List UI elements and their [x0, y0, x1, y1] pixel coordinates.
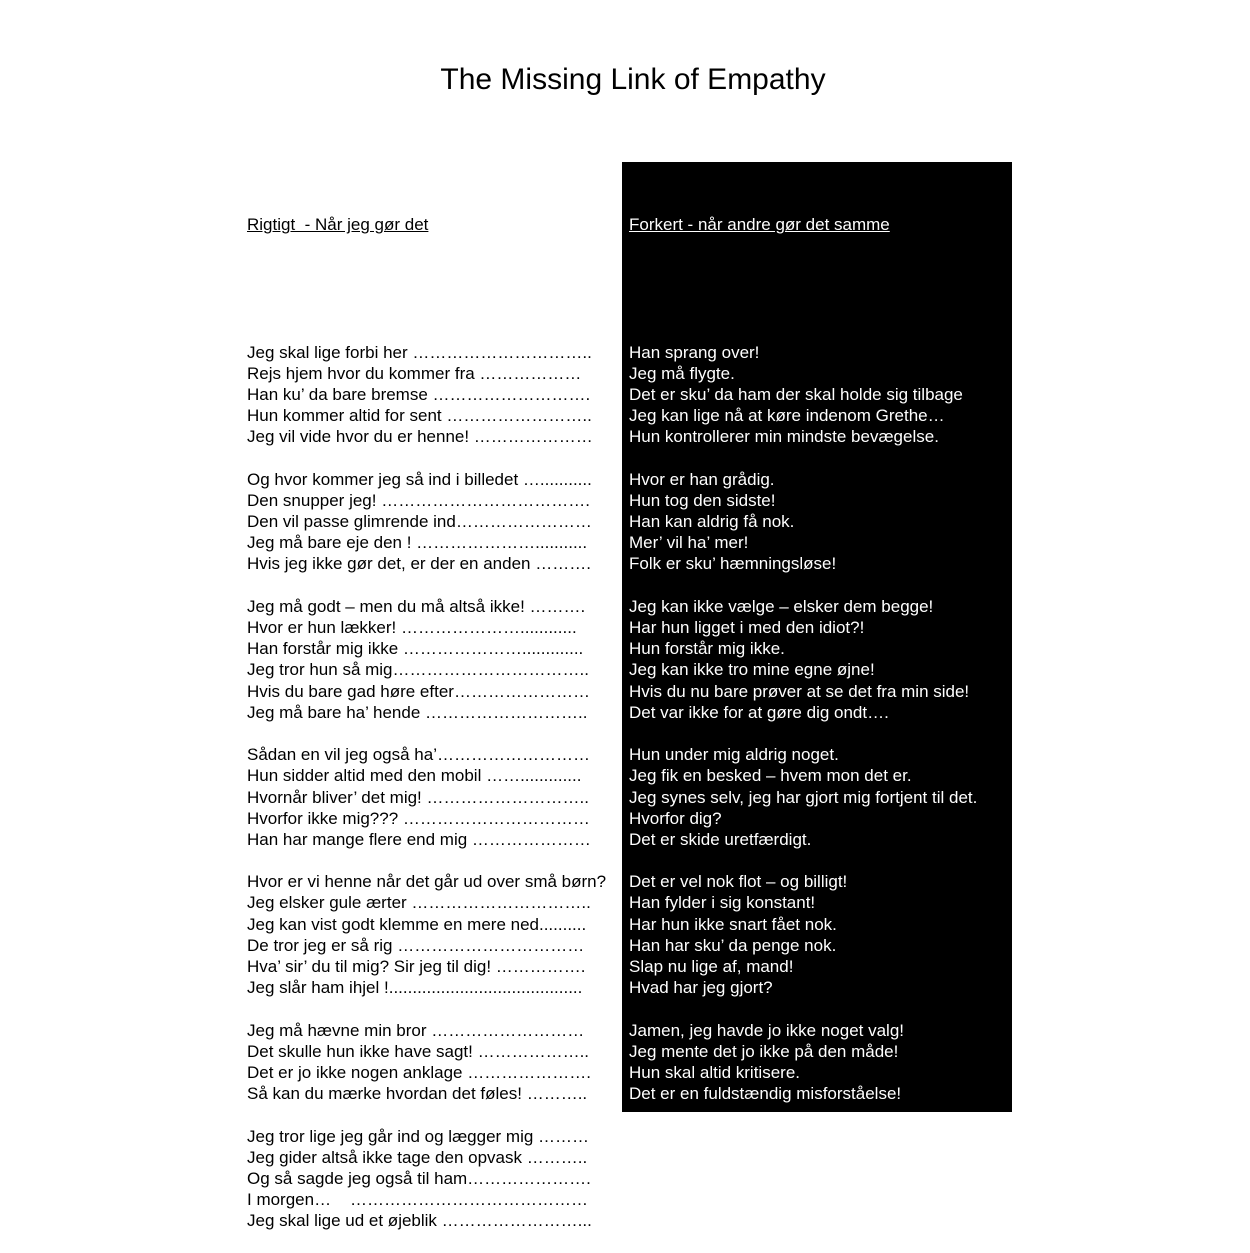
right-statement: Han fylder i sig konstant!: [629, 893, 816, 913]
spacer: [629, 1104, 1009, 1125]
right-statement-group: [629, 596, 1009, 723]
right-statement: Han kan aldrig få nok.: [629, 512, 795, 532]
right-statement: Det er sku’ da ham der skal holde sig tilbage: [629, 384, 963, 404]
left-statement-group: [247, 1126, 619, 1232]
left-statement: Han ku’ da bare bremse ……………………….: [247, 384, 591, 404]
right-statement: Slap nu lige af, mand!: [629, 957, 794, 977]
right-statement: Hvorfor skal det altid være lige nu.: [629, 1147, 887, 1167]
left-statement: Hvor er vi henne når det går ud over små børn?: [247, 872, 607, 892]
right-statement-group: [629, 342, 1009, 448]
right-statement: Det er skide uretfærdigt.: [629, 829, 812, 849]
left-statement: Hvorfor ikke mig??? ……………………………: [247, 808, 590, 828]
right-statement: Hun kontrollerer min mindste bevægelse.: [629, 427, 939, 447]
left-statement: Hvis du bare gad høre efter……………………: [247, 681, 590, 701]
right-statement: Har hun ikke snart fået nok.: [629, 914, 837, 934]
right-statement: Mer’ vil ha’ mer!: [629, 533, 749, 553]
right-statement: Jeg kan lige nå at køre indenom Grethe…: [629, 406, 945, 426]
left-statement: Hvor er hun lækker! …………………............: [247, 618, 577, 638]
spacer: [629, 278, 1009, 299]
left-statement: Jeg gider altså ikke tage den opvask ………..: [247, 1147, 588, 1167]
left-statement-group: [247, 744, 619, 850]
left-column-groups: [247, 342, 619, 1232]
right-statement: Hun holder pause hele tiden.: [629, 1211, 847, 1231]
left-statement: Den vil passe glimrende ind……………………: [247, 512, 592, 532]
left-statement: Jeg tror lige jeg går ind og lægger mig ………: [247, 1126, 590, 1146]
right-statement: Det er vel nok flot – og billigt!: [629, 872, 848, 892]
left-statement: Så kan du mærke hvordan det føles! ………..: [247, 1084, 588, 1104]
left-statement: Og hvor kommer jeg så ind i billedet …...........: [247, 469, 592, 489]
left-statement: Sådan en vil jeg også ha’………………………: [247, 745, 590, 765]
right-statement-group: [629, 871, 1009, 998]
left-statement-group: [247, 342, 619, 448]
left-statement: Jeg må godt – men du må altså ikke! ……….: [247, 596, 586, 616]
left-statement: Jeg skal lige forbi her …………………………..: [247, 342, 592, 362]
right-statement: Folk er sku’ hæmningsløse!: [629, 554, 837, 574]
page-title: The Missing Link of Empathy: [440, 63, 826, 96]
spacer: [629, 723, 1009, 744]
left-statement: Jeg slår ham ihjel !.........................................: [247, 978, 583, 998]
spacer: [629, 448, 1009, 469]
left-statement: Det er jo ikke nogen anklage ………………….: [247, 1062, 591, 1082]
left-statement: Jeg må bare eje den ! …………………...........: [247, 533, 588, 553]
left-column: [247, 172, 619, 1253]
right-statement: Han sprang over!: [629, 342, 760, 362]
right-statement: Hvad har jeg gjort?: [629, 978, 773, 998]
right-column-header: Forkert - når andre gør det samme: [629, 215, 890, 235]
right-statement-group: [629, 1126, 1009, 1232]
right-statement: Hun under mig aldrig noget.: [629, 745, 839, 765]
right-statement: Det er en fuldstændig misforståelse!: [629, 1084, 902, 1104]
right-statement: Jamen, jeg havde jo ikke noget valg!: [629, 1020, 905, 1040]
spacer: [247, 723, 619, 744]
left-statement: Det skulle hun ikke have sagt! ………………..: [247, 1041, 590, 1061]
left-statement: Jeg vil vide hvor du er henne! …………………: [247, 427, 593, 447]
right-statement: Har hun ligget i med den idiot?!: [629, 618, 865, 638]
right-statement: Jeg fik en besked – hvem mon det er.: [629, 766, 912, 786]
left-statement: Jeg skal lige ud et øjeblik ……………………...: [247, 1211, 592, 1231]
right-statement: Hun forstår mig ikke.: [629, 639, 785, 659]
left-statement: Hun sidder altid med den mobil …….............: [247, 766, 582, 786]
spacer: [247, 575, 619, 596]
right-statement: Hvorfor rydder han aldrig op efter sig.: [629, 1126, 911, 1146]
left-statement: Hva’ sir’ du til mig? Sir jeg til dig! …………….: [247, 957, 586, 977]
left-statement: Den snupper jeg! ……………………………….: [247, 490, 590, 510]
right-statement: Jeg kan ikke vælge – elsker dem begge!: [629, 596, 934, 616]
left-statement: Og så sagde jeg også til ham………………….: [247, 1168, 591, 1188]
left-statement: Jeg elsker gule ærter …………………………..: [247, 893, 591, 913]
right-column: [629, 172, 1009, 1253]
left-statement: Hvornår bliver’ det mig! ………………………..: [247, 787, 589, 807]
right-statement: Hun snakker fanden et øre af.: [629, 1168, 854, 1188]
right-statement: Hvorfor dig?: [629, 808, 722, 828]
left-statement: Jeg tror hun så mig……………………………..: [247, 660, 589, 680]
right-statement: Jeg mente det jo ikke på den måde!: [629, 1041, 899, 1061]
left-statement-group: [247, 469, 619, 575]
right-statement: Jeg synes selv, jeg har gjort mig fortjent til det.: [629, 787, 978, 807]
spacer: [247, 448, 619, 469]
spacer: [629, 850, 1009, 871]
right-statement: Hvor er han grådig.: [629, 469, 775, 489]
left-statement: Han forstår mig ikke ………………….............: [247, 639, 584, 659]
right-statement: Jeg må flygte.: [629, 363, 735, 383]
left-statement-group: [247, 1020, 619, 1105]
right-statement: Jeg kan ikke tro mine egne øjne!: [629, 660, 875, 680]
right-statement: Han har sku’ da penge nok.: [629, 935, 837, 955]
left-statement: Hun kommer altid for sent ……………………..: [247, 406, 592, 426]
spacer: [629, 998, 1009, 1019]
left-statement: De tror jeg er så rig ……………………………: [247, 935, 585, 955]
right-column-groups: [629, 342, 1009, 1232]
left-column-header: Rigtigt - Når jeg gør det: [247, 215, 429, 235]
right-statement-group: [629, 469, 1009, 575]
left-statement-group: [247, 871, 619, 998]
right-statement: Det var ikke for at gøre dig ondt….: [629, 702, 889, 722]
spacer: [247, 998, 619, 1019]
right-statement: Hun tog den sidste!: [629, 490, 776, 510]
left-statement: Jeg kan vist godt klemme en mere ned..........: [247, 914, 587, 934]
left-statement: Rejs hjem hvor du kommer fra ………………: [247, 363, 582, 383]
left-statement: I morgen… ……………………………………: [247, 1190, 588, 1210]
right-statement-group: [629, 744, 1009, 850]
right-statement: Hun skal altid kritisere.: [629, 1062, 801, 1082]
spacer: [247, 1104, 619, 1125]
right-statement: Det sagde du også i går.: [629, 1190, 814, 1210]
left-statement: Han har mange flere end mig …………………: [247, 829, 591, 849]
left-statement-group: [247, 596, 619, 723]
left-statement: Jeg må hævne min bror ………………………: [247, 1020, 585, 1040]
spacer: [629, 575, 1009, 596]
right-statement: Hvis du nu bare prøver at se det fra min side!: [629, 681, 970, 701]
right-statement-group: [629, 1020, 1009, 1105]
spacer: [247, 850, 619, 871]
spacer: [247, 278, 619, 299]
left-statement: Hvis jeg ikke gør det, er der en anden ……….: [247, 554, 591, 574]
left-statement: Jeg må bare ha’ hende ………………………..: [247, 702, 588, 722]
